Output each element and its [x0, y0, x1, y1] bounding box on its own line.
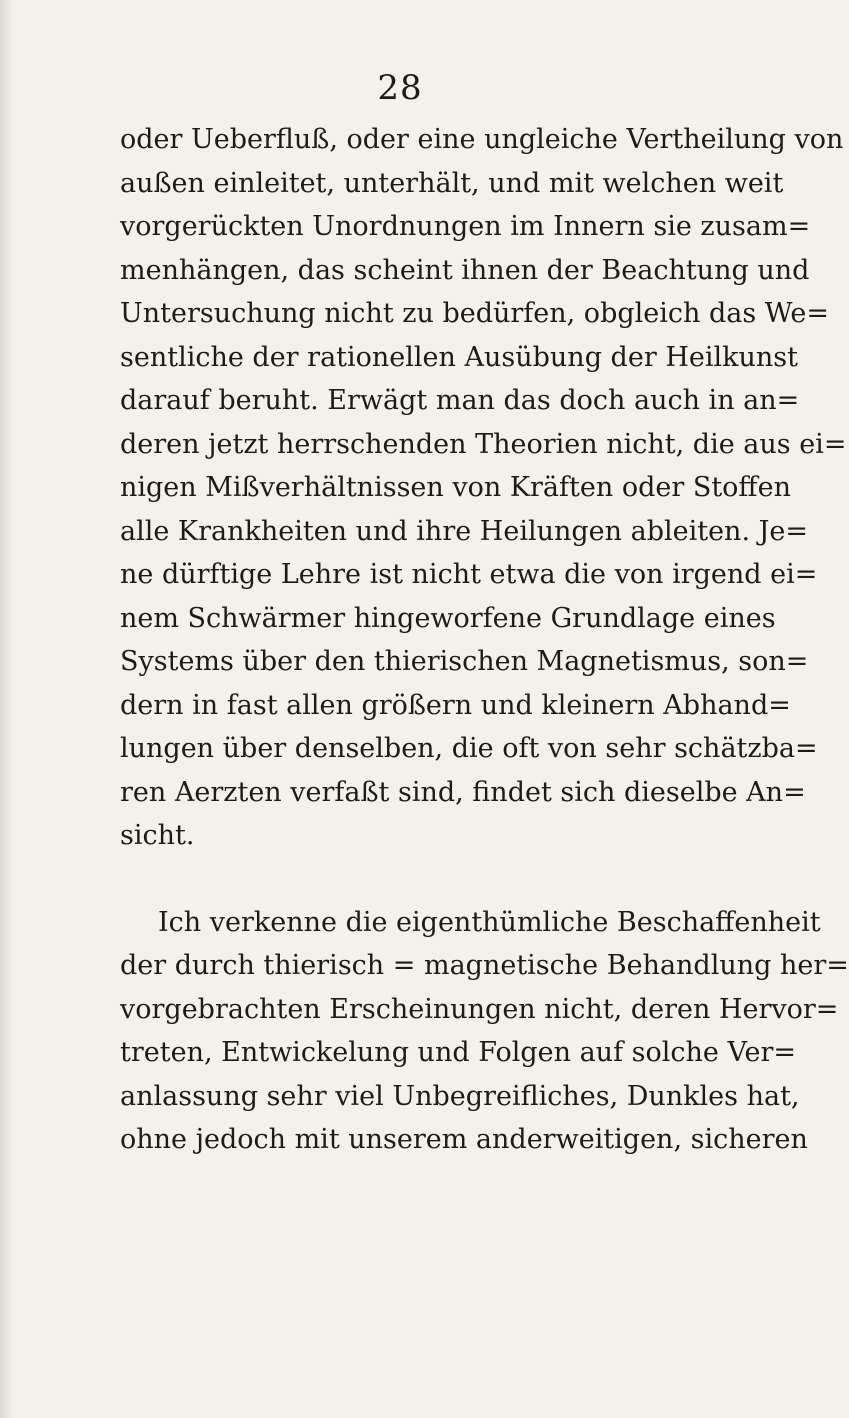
- text-line: außen einleitet, unterhält, und mit welchen weit: [120, 167, 784, 199]
- paragraph: [120, 118, 847, 858]
- text-line: deren jetzt herrschenden Theorien nicht, die aus ei=: [120, 428, 847, 460]
- page-edge-shadow: [0, 0, 14, 1418]
- paragraph: [120, 901, 849, 1162]
- text-line: Untersuchung nicht zu bedürfen, obgleich das We=: [120, 298, 829, 329]
- text-line: sentliche der rationellen Ausübung der Heilkunst: [120, 341, 798, 373]
- text-line: sicht.: [120, 820, 195, 851]
- text-line: oder Ueberfluß, oder eine ungleiche Vertheilung von: [120, 124, 844, 155]
- text-line: ne dürftige Lehre ist nicht etwa die von irgend ei=: [120, 559, 818, 590]
- body-text: [120, 118, 849, 1162]
- text-line: menhängen, das scheint ihnen der Beachtung und: [120, 254, 810, 286]
- text-line: vorgerückten Unordnungen im Innern sie zusam=: [120, 211, 811, 242]
- text-line: treten, Entwickelung und Folgen auf solche Ver=: [120, 1037, 796, 1068]
- page-number: 28: [377, 68, 423, 108]
- text-line: dern in fast allen größern und kleinern Abhand=: [120, 689, 791, 721]
- text-line: Systems über den thierischen Magnetismus, son=: [120, 646, 809, 677]
- paragraph-gap: [120, 858, 770, 901]
- text-line: darauf beruht. Erwägt man das doch auch in an=: [120, 385, 800, 416]
- text-line: alle Krankheiten und ihre Heilungen ableiten. Je=: [120, 515, 809, 547]
- text-line: nigen Mißverhältnissen von Kräften oder Stoffen: [120, 472, 791, 503]
- text-line: Ich verkenne die eigenthümliche Beschaffenheit: [158, 906, 821, 938]
- text-line: lungen über denselben, die oft von sehr schätzba=: [120, 733, 818, 764]
- text-line: vorgebrachten Erscheinungen nicht, deren Hervor=: [120, 993, 839, 1025]
- text-line: anlassung sehr viel Unbegreifliches, Dunkles hat,: [120, 1080, 800, 1112]
- text-line: ohne jedoch mit unserem anderweitigen, sicheren: [120, 1124, 808, 1155]
- text-line: ren Aerzten verfaßt sind, findet sich dieselbe An=: [120, 776, 806, 808]
- text-line: nem Schwärmer hingeworfene Grundlage eines: [120, 602, 776, 634]
- text-line: der durch thierisch = magnetische Behandlung her=: [120, 950, 849, 981]
